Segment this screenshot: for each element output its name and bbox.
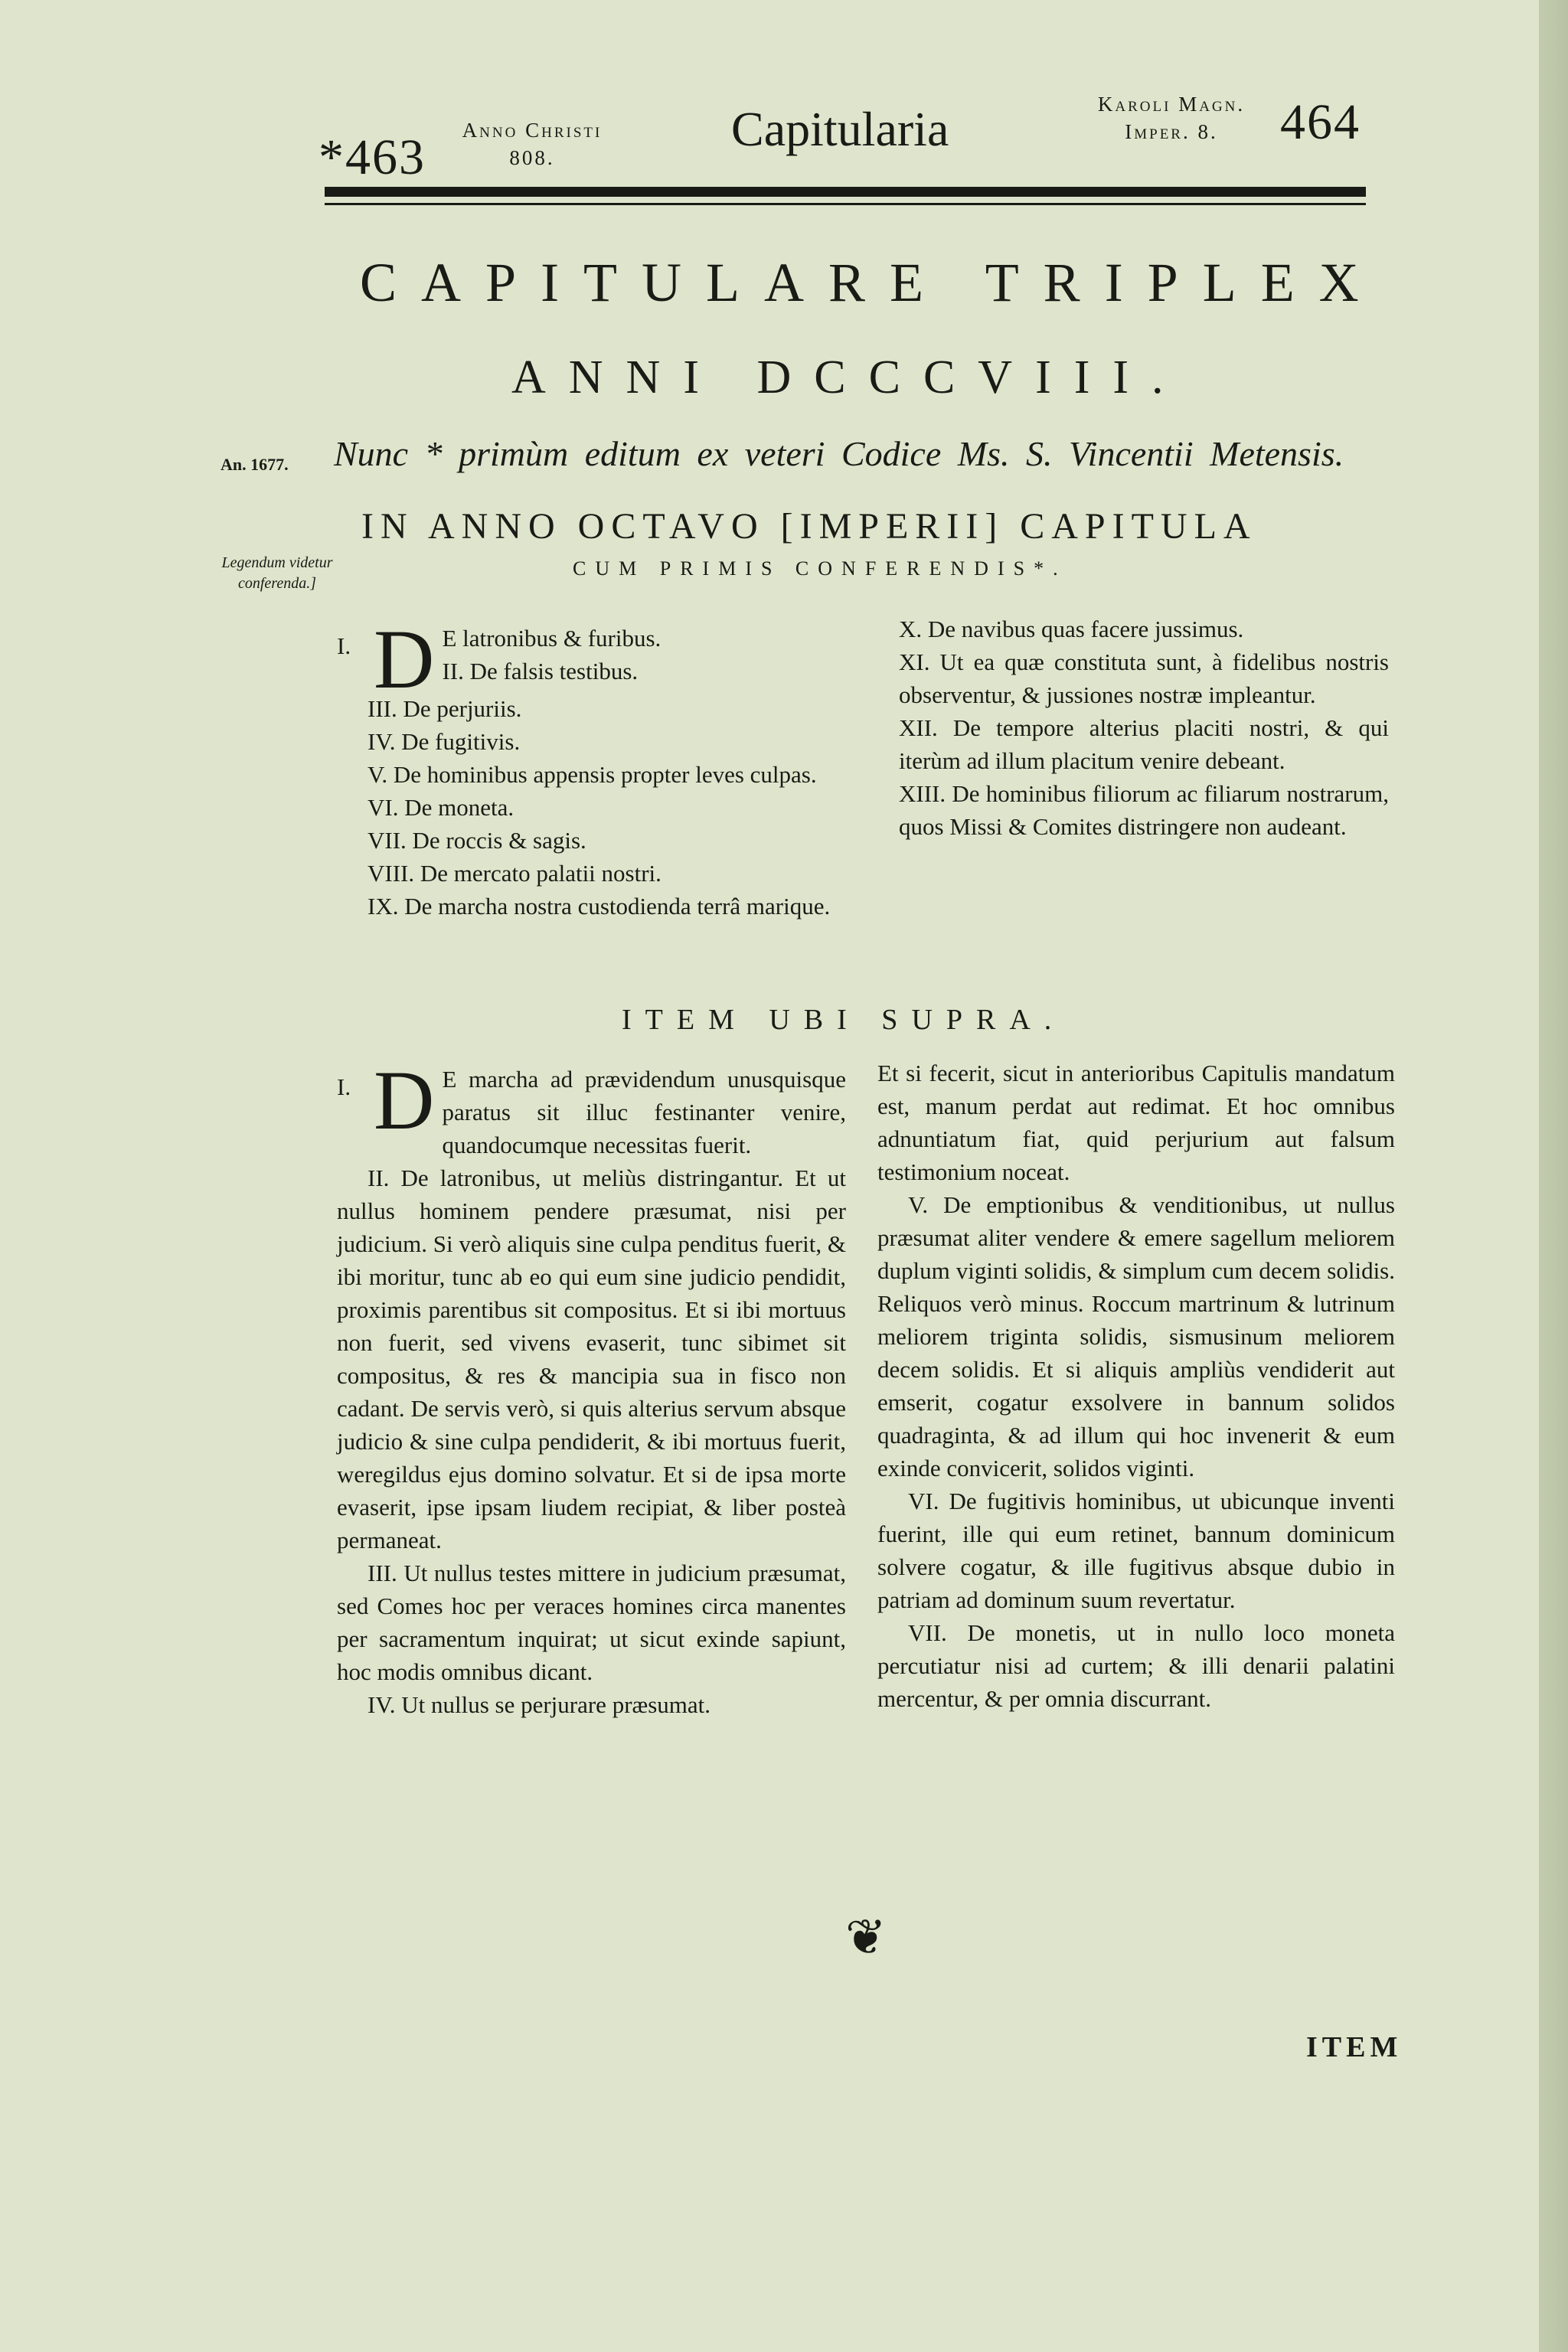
left-page-number: *463 [318,129,426,185]
section2-para-3: III. Ut nullus testes mittere in judicium præsumat, sed Comes hoc per veraces homines circa manentes per sacramentum inquirat; ut sicut exinde sapiunt, hoc modis omnibus dicant. [337,1560,846,1685]
running-title: Capitularia [731,102,949,156]
anno-label: Anno Christi [462,119,603,142]
section2-para-7: VI. De fugitivis hominibus, ut ubicunque inventi fuerint, ille qui eum retinet, bannum dominicum solvere cogatur, & ille fugitivus absque dubio in patriam ad dominum suum revertatur. [877,1488,1395,1613]
header-rule-thin [325,203,1366,205]
page-edge [1539,0,1568,2352]
section1-dropcap: D [374,612,435,706]
section2-dropcap: D [374,1054,435,1147]
section1-item-7: VII. De roccis & sagis. [368,827,586,854]
section2-left-column [337,1054,846,1721]
section1-item-12: XII. De tempore alterius placiti nostri, & qui iterùm ad illum placitum venire debeant. [899,714,1389,774]
catchword: ITEM [1306,2031,1403,2063]
section1-item-3: III. De perjuriis. [368,695,522,722]
intro-line: Nunc * primùm editum ex veteri Codice Ms. S. Vincentii Metensis. [334,434,1344,473]
section1-item-11: XI. Ut ea quæ constituta sunt, à fidelibus nostris observentur, & jussiones nostræ impleantur. [899,648,1389,708]
section2-para-6: V. De emptionibus & venditionibus, ut nullus præsumat aliter vendere & emere sagellum meliorem duplum viginti solidis, & simplum cum decem solidis. Reliquos verò minus. Roccum martrinum & lutrinum meliorem triginta solidis, sismusinum meliorem decem solidis. Et si aliquis ampliùs vendiderit aut emserit, cogatur exsolvere in bannum solidos quadraginta, & ad illum qui hoc invenerit & eum exinde convicerit, solidos viginti. [877,1191,1395,1481]
section1-left-column [337,612,842,923]
section1-heading: IN ANNO OCTAVO [IMPERII] CAPITULA [361,506,1257,547]
section1-item-6: VI. De moneta. [368,794,514,821]
karoli-magn: Karoli Magn. [1097,93,1246,116]
main-title-line2: ANNI DCCCVIII. [511,351,1187,403]
imper-label: Imper. 8. [1125,120,1218,144]
section2-right-column [877,1057,1395,1715]
section2-para-5: Et si fecerit, sicut in anterioribus Capitulis mandatum est, manum perdat aut redimat. Et hoc omnibus adnuntiatum fiat, quid perjurium aut falsum testimonium noceat. [877,1060,1395,1185]
section1-item-5: V. De hominibus appensis propter leves culpas. [368,761,817,788]
section1-item-10: X. De navibus quas facere jussimus. [899,616,1244,642]
main-title-line1: CAPITULARE TRIPLEX [360,252,1383,313]
section2-first-item [337,1054,846,1161]
section2-para-1: E marcha ad prævidendum unusquisque paratus sit illuc festinanter venire, quandocumque necessitas fuerit. [442,1066,846,1158]
section1-item-2: II. De falsis testibus. [442,658,639,684]
ornament-fleuron: ❦ [845,1910,887,1965]
anno-christi-label [429,116,635,172]
section2-heading: ITEM UBI SUPRA. [622,1004,1066,1036]
right-page-number: 464 [1280,94,1361,150]
section1-first-numeral: I. [337,632,351,659]
section1-first-item [337,612,842,706]
section1-subheading: CUM PRIMIS CONFERENDIS*. [573,557,1067,580]
section2-para-2: II. De latronibus, ut meliùs distringantur. Et ut nullus hominem pendere præsumat, nisi per judicium. Si verò aliquis sine culpa penditus fuerit, & ibi moritur, tunc ab eo qui eum sine judicio pendidit, proximis parentibus sit compositus. Et si ibi mortuus non fuerit, sed vivens evaserit, tunc sibimet sit compositus, & res & mancipia sua in fisco non cadant. De servis verò, si quis alterius servum absque judicio & sine culpa pendiderit, & ibi mortuus fuerit, weregildus ejus domino solvatur. Et si de ipsa morte evaserit, ipse ipsam liudem recipiat, & liber posteà permaneat. [337,1165,846,1553]
anno-year: 808. [509,146,555,170]
section2-first-numeral: I. [337,1073,351,1100]
section1-item-4: IV. De fugitivis. [368,728,521,755]
margin-note-year: An. 1677. [220,455,289,474]
side-note: Legendum videtur conferenda.] [221,554,333,592]
section1-item-8: VIII. De mercato palatii nostri. [368,860,662,887]
section1-right-column [868,612,1389,843]
section1-item-13: XIII. De hominibus filiorum ac filiarum nostrarum, quos Missi & Comites distringere non audeant. [899,780,1389,840]
section1-item-1: E latronibus & furibus. [442,625,662,652]
header-rule-thick [325,187,1366,197]
section1-item-9: IX. De marcha nostra custodienda terrâ marique. [368,893,831,920]
section2-para-8: VII. De monetis, ut in nullo loco moneta percutiatur nisi ad curtem; & illi denarii palatini mercentur, & per omnia discurrant. [877,1619,1395,1712]
karoli-label [1064,90,1279,146]
section2-para-4: IV. Ut nullus se perjurare præsumat. [368,1691,710,1718]
